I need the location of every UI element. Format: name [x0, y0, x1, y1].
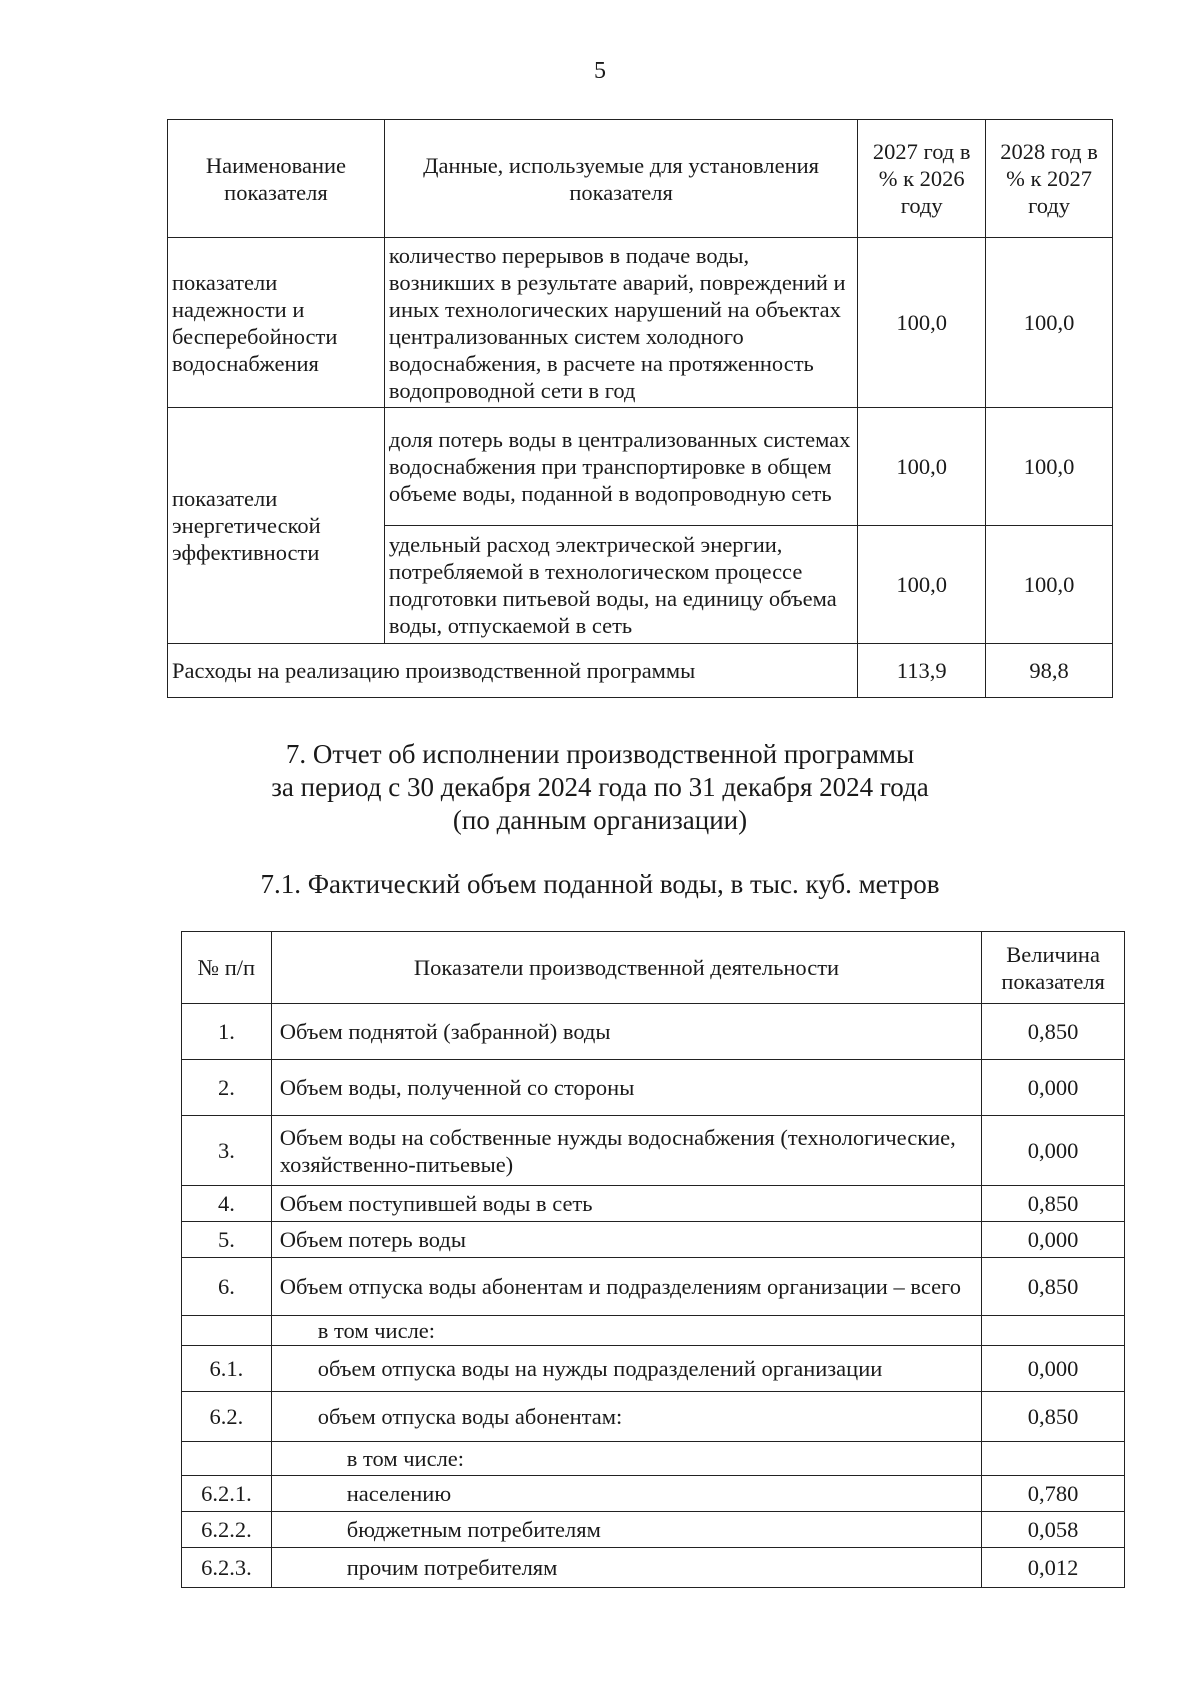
- row-number: 6.2.3.: [182, 1548, 272, 1588]
- table-row: [168, 238, 1113, 408]
- row-value: 0,850: [982, 1258, 1125, 1316]
- table-row: [182, 1316, 1125, 1346]
- row-name: Объем воды на собственные нужды водоснабжения (технологические, хозяйственно-питьевые): [271, 1116, 981, 1186]
- table-row: [182, 1392, 1125, 1442]
- table-row: [182, 1548, 1125, 1588]
- row-number: 6.: [182, 1258, 272, 1316]
- header-value: Величина показателя: [982, 932, 1125, 1004]
- indicators-table: [167, 119, 1113, 698]
- section-title: [160, 738, 1040, 837]
- row-value: [982, 1442, 1125, 1476]
- energy-losses-2027: 100,0: [858, 408, 986, 526]
- table-row: [182, 1258, 1125, 1316]
- header-2028: 2028 год в % к 2027 году: [986, 120, 1113, 238]
- row-number: 6.2.2.: [182, 1512, 272, 1548]
- section-title-line2: за период с 30 декабря 2024 года по 31 декабря 2024 года: [271, 772, 929, 802]
- header-activity: Показатели производственной деятельности: [271, 932, 981, 1004]
- section-title-line1: 7. Отчет об исполнении производственной программы: [285, 739, 915, 769]
- row-number: 2.: [182, 1060, 272, 1116]
- row-name: объем отпуска воды на нужды подразделений организации: [271, 1346, 981, 1392]
- row-value: 0,850: [982, 1004, 1125, 1060]
- header-number: № п/п: [182, 932, 272, 1004]
- row-number: 1.: [182, 1004, 272, 1060]
- energy-losses-2028: 100,0: [986, 408, 1113, 526]
- row-number: 3.: [182, 1116, 272, 1186]
- expenses-2028: 98,8: [986, 644, 1113, 698]
- table-header-row: [182, 932, 1125, 1004]
- table-row: [182, 1222, 1125, 1258]
- energy-electricity-2027: 100,0: [858, 526, 986, 644]
- row-name: прочим потребителям: [271, 1548, 981, 1588]
- energy-electricity-data: удельный расход электрической энергии, потребляемой в технологическом процессе подготовки питьевой воды, на единицу объема воды, отпускаемой в сеть: [384, 526, 857, 644]
- row-number: 4.: [182, 1186, 272, 1222]
- reliability-2028: 100,0: [986, 238, 1113, 408]
- row-value: 0,058: [982, 1512, 1125, 1548]
- page-number: 5: [594, 58, 606, 84]
- table-row: [182, 1004, 1125, 1060]
- section-title-line3: (по данным организации): [452, 805, 748, 835]
- row-value: 0,012: [982, 1548, 1125, 1588]
- reliability-data: количество перерывов в подаче воды, возникших в результате аварий, повреждений и иных технологических нарушений на объектах централизованных систем холодного водоснабжения, в расчете на протяженность водопроводной сети в год: [384, 238, 857, 408]
- row-name: Объем поднятой (забранной) воды: [271, 1004, 981, 1060]
- row-name: Объем воды, полученной со стороны: [271, 1060, 981, 1116]
- row-value: 0,000: [982, 1222, 1125, 1258]
- row-name: Объем поступившей воды в сеть: [271, 1186, 981, 1222]
- row-number: [182, 1442, 272, 1476]
- row-value: 0,000: [982, 1116, 1125, 1186]
- expenses-2027: 113,9: [858, 644, 986, 698]
- table-row: [182, 1060, 1125, 1116]
- row-number: 6.2.1.: [182, 1476, 272, 1512]
- table-row: [168, 408, 1113, 526]
- reliability-2027: 100,0: [858, 238, 986, 408]
- subsection-title: 7.1. Фактический объем поданной воды, в тыс. куб. метров: [260, 869, 940, 899]
- header-2027: 2027 год в % к 2026 году: [858, 120, 986, 238]
- row-value: 0,780: [982, 1476, 1125, 1512]
- row-number: [182, 1316, 272, 1346]
- energy-electricity-2028: 100,0: [986, 526, 1113, 644]
- row-name: в том числе:: [271, 1442, 981, 1476]
- row-name: объем отпуска воды абонентам:: [271, 1392, 981, 1442]
- expenses-label: Расходы на реализацию производственной программы: [168, 644, 858, 698]
- row-number: 6.2.: [182, 1392, 272, 1442]
- row-value: 0,000: [982, 1346, 1125, 1392]
- energy-name: показатели энергетической эффективности: [168, 408, 385, 644]
- header-indicator-name: Наименование показателя: [168, 120, 385, 238]
- water-volume-table: [181, 931, 1125, 1588]
- row-name: населению: [271, 1476, 981, 1512]
- row-value: 0,000: [982, 1060, 1125, 1116]
- table-row: [182, 1442, 1125, 1476]
- reliability-name: показатели надежности и бесперебойности водоснабжения: [168, 238, 385, 408]
- row-value: 0,850: [982, 1186, 1125, 1222]
- energy-losses-data: доля потерь воды в централизованных системах водоснабжения при транспортировке в общем объеме воды, поданной в водопроводную сеть: [384, 408, 857, 526]
- row-value: [982, 1316, 1125, 1346]
- row-value: 0,850: [982, 1392, 1125, 1442]
- header-data-used: Данные, используемые для установления показателя: [384, 120, 857, 238]
- table-row: [182, 1512, 1125, 1548]
- row-number: 6.1.: [182, 1346, 272, 1392]
- row-name: в том числе:: [271, 1316, 981, 1346]
- table-row: [182, 1186, 1125, 1222]
- table-header-row: [168, 120, 1113, 238]
- row-number: 5.: [182, 1222, 272, 1258]
- row-name: Объем отпуска воды абонентам и подразделениям организации – всего: [271, 1258, 981, 1316]
- table-row: [168, 644, 1113, 698]
- table-row: [182, 1116, 1125, 1186]
- row-name: Объем потерь воды: [271, 1222, 981, 1258]
- table-row: [182, 1476, 1125, 1512]
- table-row: [182, 1346, 1125, 1392]
- row-name: бюджетным потребителям: [271, 1512, 981, 1548]
